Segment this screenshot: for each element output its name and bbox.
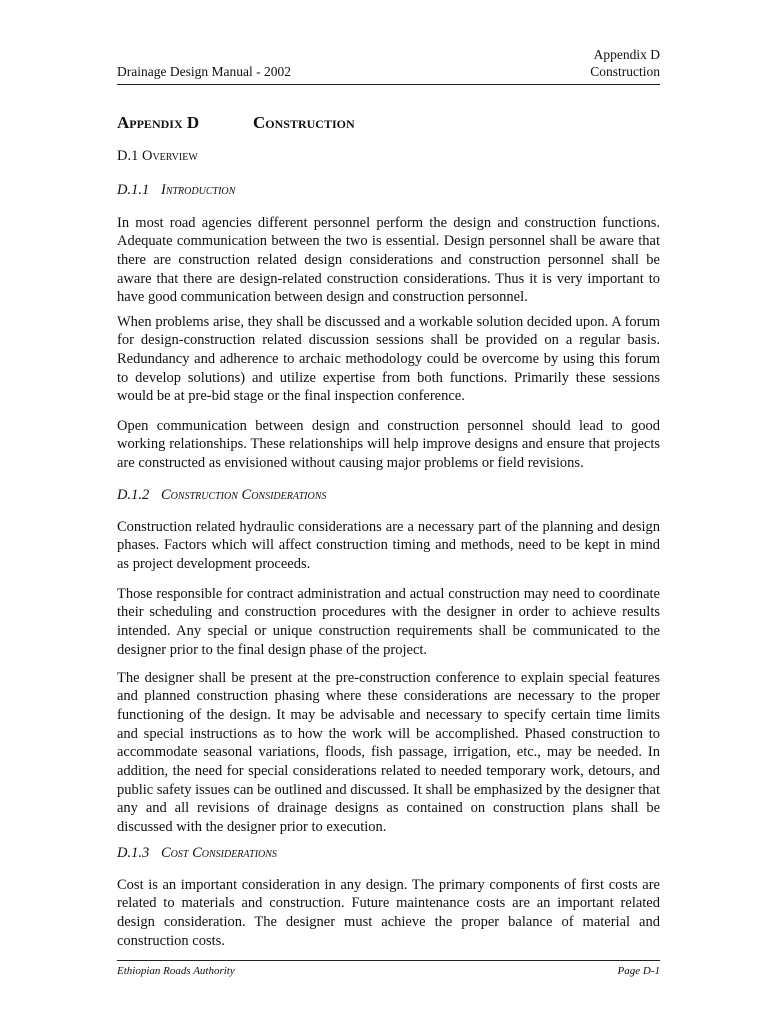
- appendix-name: Construction: [253, 113, 355, 132]
- subsection-label: Cost Considerations: [161, 845, 277, 861]
- paragraph-4: Construction related hydraulic considerations are a necessary part of the planning and design phases. Factors which will affect construction timing and methods, need to be kept in mind as project development proceeds.: [117, 518, 660, 572]
- subsection-heading-d111: [117, 182, 235, 199]
- paragraph-6: The designer shall be present at the pre-construction conference to explain special features and planned construction phasing where these considerations are necessary to the proper functioning of the design. It may be advisable and necessary to specify certain time limits and special instructions as to how the work will be accomplished. Phased construction to accommodate seasonal variations, floods, fish passage, irrigation, etc., may be needed. In addition, the need for special considerations related to needed temporary work, detours, and public safety issues can be outlined and discussed. It shall be emphasized by the designer that any and all revisions of drainage designs as contained on construction plans shall be discussed with the designer prior to execution.: [117, 669, 660, 836]
- header-appendix-label: Appendix D: [593, 47, 660, 62]
- paragraph-1: In most road agencies different personnel perform the design and construction functions. Adequate communication between the two is essential. Design personnel shall be aware that there are construction related design considerations and construction personnel shall be aware that there are design-related construction considerations. Thus it is very important to have good communication between design and construction personnel.: [117, 214, 660, 306]
- paragraph-7: Cost is an important consideration in any design. The primary components of first costs are related to materials and construction. Future maintenance costs are an important related design consideration. The designer must achieve the proper balance of material and construction costs.: [117, 876, 660, 949]
- section-heading-d1: [117, 148, 198, 165]
- subsection-heading-d112: [117, 487, 326, 504]
- subsection-label: Construction Considerations: [161, 487, 327, 503]
- page-title: [117, 113, 355, 133]
- subsection-heading-d113: [117, 845, 277, 862]
- section-label: Overview: [141, 148, 198, 164]
- paragraph-5: Those responsible for contract administration and actual construction may need to coordinate their scheduling and construction procedures with the designer in order to achieve results intended. Any special or unique construction requirements shall be communicated to the designer prior to the final design phase of the project.: [117, 585, 660, 658]
- section-number: D.1: [117, 148, 139, 164]
- paragraph-2: When problems arise, they shall be discussed and a workable solution decided upon. A forum for design-construction related discussion sessions shall be provided on a regular basis. Redundancy and adherence to archaic methodology could be overcome by using this forum to develop solutions) and utilize expertise from both functions. Primarily these sessions would be at pre-bid stage or the final inspection conference.: [117, 313, 660, 405]
- subsection-number: D.1.3: [117, 845, 150, 861]
- subsection-number: D.1.1: [117, 182, 150, 198]
- appendix-title: Appendix D: [117, 113, 200, 132]
- header-appendix-info: [590, 46, 660, 80]
- page-footer: [117, 960, 660, 980]
- footer-organization: Ethiopian Roads Authority: [117, 965, 235, 977]
- page-header: [117, 46, 660, 85]
- subsection-number: D.1.2: [117, 487, 150, 503]
- header-appendix-name: Construction: [590, 64, 660, 79]
- subsection-label: Introduction: [161, 182, 236, 198]
- footer-page-number: Page D-1: [617, 965, 660, 977]
- header-manual-title: Drainage Design Manual - 2002: [117, 64, 291, 79]
- paragraph-3: Open communication between design and construction personnel should lead to good working relationships. These relationships will help improve designs and ensure that projects are constructed as envisioned without causing major problems or field revisions.: [117, 417, 660, 471]
